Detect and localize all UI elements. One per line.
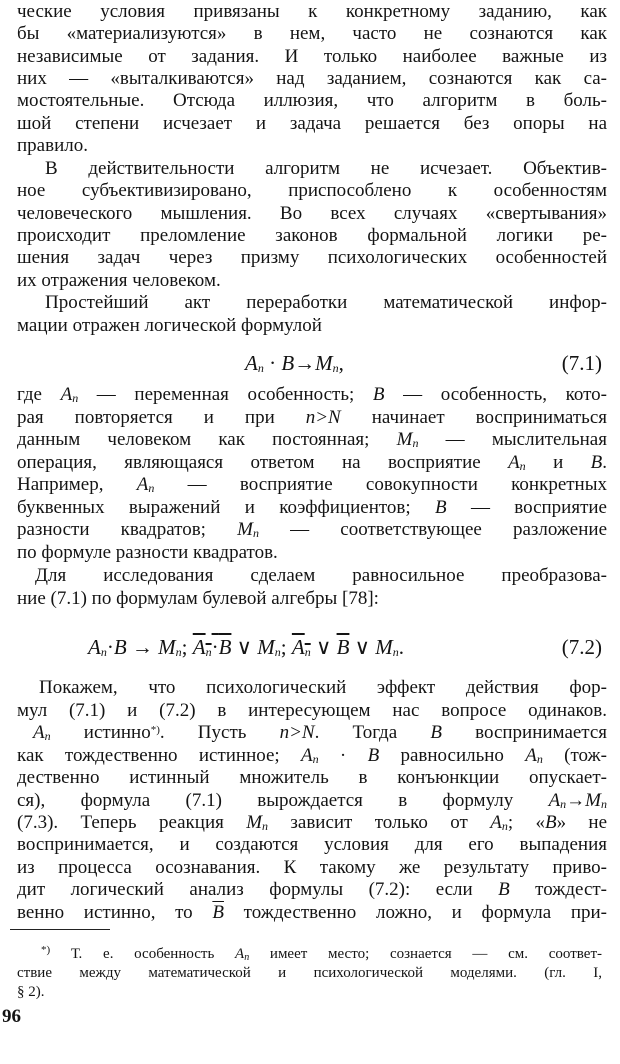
math-base: A [136, 474, 149, 495]
text-line [17, 91, 607, 111]
text-run: ся), формула (7.1) вырождается в формулу [17, 789, 549, 811]
text-run: ∨ [231, 635, 258, 659]
text-line [17, 271, 607, 291]
math-symbol [430, 722, 442, 743]
math-symbol [237, 519, 259, 540]
math-subscript: n [252, 526, 259, 540]
formula-expression [88, 635, 404, 659]
math-symbol [508, 452, 526, 473]
math-subscript: n [412, 436, 419, 450]
math-symbol [158, 635, 182, 659]
text-line [17, 475, 607, 495]
math-base: B [281, 351, 295, 375]
math-subscript: n [560, 796, 567, 811]
math-symbol [292, 635, 311, 659]
text-line [45, 293, 607, 313]
text-run: В действительности алгоритм не исчезает. Объектив- [45, 158, 607, 179]
math-subscript: n [304, 645, 311, 659]
math-symbol [61, 384, 79, 405]
text-run: зависит только от [268, 812, 491, 833]
math-symbol [219, 635, 232, 659]
text-run: § 2). [17, 984, 45, 1000]
text-run: ние (7.1) по формулам булевой алгебры [78]: [17, 588, 379, 609]
text-run: имеет место; сознается — см. соответ- [249, 946, 602, 962]
math-symbol [375, 635, 399, 659]
text-line [17, 835, 607, 855]
text-line [17, 385, 607, 405]
text-run: тождест- [509, 879, 608, 901]
text-line [17, 880, 607, 900]
text-run: — соответствующее разложение [258, 519, 608, 540]
math-base: M [237, 519, 253, 540]
text-run: (7.3). Теперь реакция [17, 812, 247, 833]
text-run: по формуле разности квадратов. [17, 541, 278, 563]
text-run: ; [280, 635, 292, 659]
text-run: человеческого мышления. Во всех случаях «свертывания» [17, 202, 607, 224]
text-run: → [294, 351, 316, 375]
text-run: Покажем, что психологический эффект действия фор- [39, 677, 607, 698]
text-line [33, 723, 607, 743]
math-symbol [585, 790, 607, 811]
text-run: буквенных выражений и коэффициентов; [17, 496, 435, 518]
text-run: тождественно ложно, и формула при- [223, 901, 607, 923]
text-line [17, 181, 607, 201]
text-line [17, 453, 607, 473]
math-symbol [545, 812, 557, 833]
text-run: Простейший акт переработки математической инфор- [45, 292, 607, 313]
text-run: них — «выталкиваются» над заданием, сознаются как са- [17, 67, 607, 89]
math-symbol [315, 351, 339, 375]
text-line [17, 114, 607, 134]
text-run: мации отражен логической формулой [17, 314, 322, 336]
text-line [17, 316, 607, 336]
math-base: M [396, 429, 413, 450]
text-line [17, 47, 607, 67]
math-base: A [235, 946, 245, 962]
text-line [17, 589, 607, 609]
footnote-line [17, 984, 602, 1001]
text-line [17, 858, 607, 878]
math-base: A [291, 635, 305, 659]
text-line [17, 520, 607, 540]
math-symbol [114, 635, 127, 659]
text-line [17, 248, 607, 268]
text-run: дит логический анализ формулы (7.2): если [17, 879, 499, 901]
math-symbol [212, 902, 224, 923]
math-base: M [375, 635, 393, 659]
text-line [17, 903, 607, 923]
math-symbol [591, 452, 603, 473]
text-run: Например, [17, 474, 137, 495]
text-line [17, 2, 607, 22]
math-base: n>N [305, 406, 341, 428]
text-run: истинно [50, 722, 151, 744]
text-run: ствие между математической и психологической моделями. (гл. I, [17, 965, 602, 981]
math-subscript: n [601, 796, 607, 811]
text-run: независимые от задания. И только наиболее важные из [17, 45, 607, 67]
math-symbol [257, 635, 281, 659]
math-base: B [435, 496, 447, 518]
math-symbol [525, 745, 543, 766]
footnote-marker: *) [41, 944, 51, 956]
text-line [17, 791, 607, 811]
text-run: дественно истинный множитель в конъюнкции опускает- [17, 767, 607, 789]
text-run: ∨ [349, 635, 376, 659]
math-symbol [435, 497, 447, 518]
text-run: и [525, 451, 591, 473]
text-run: — переменная особенность; [78, 384, 373, 405]
math-symbol [280, 722, 315, 743]
text-run: , [338, 351, 344, 375]
text-line [17, 543, 607, 563]
text-run: » не [556, 812, 608, 833]
math-symbol [306, 407, 341, 428]
text-run: · [211, 635, 219, 659]
math-base: A [525, 744, 537, 766]
text-line [17, 701, 607, 721]
formula-number: (7.2) [561, 635, 602, 659]
math-subscript: n [392, 645, 399, 659]
text-run: ное субъективизировано, приспособлено к особенностям [17, 180, 607, 202]
math-symbol [368, 745, 380, 766]
math-base: M [158, 635, 176, 659]
math-base: B [367, 744, 380, 766]
text-run: шения задач через призму психологических особенностей [17, 247, 607, 269]
math-subscript: n [312, 751, 319, 766]
text-run: . [398, 635, 405, 659]
math-base: n>N [279, 722, 315, 744]
text-run: ; « [507, 812, 545, 833]
math-symbol [281, 351, 294, 375]
text-line [17, 813, 607, 833]
text-run: → [126, 635, 159, 659]
text-run: происходит преломление законов формальной логики ре- [17, 224, 607, 246]
text-run: · [106, 635, 114, 659]
math-base: M [315, 351, 333, 375]
math-base: A [301, 744, 313, 766]
text-line [45, 159, 607, 179]
text-line [17, 746, 607, 766]
text-run: → [566, 789, 586, 811]
text-run: рая повторяется и при [17, 406, 306, 428]
math-subscript: n [257, 361, 264, 375]
math-base: B [544, 812, 557, 833]
text-run: бы «материализуются» в нем, часто не сознаются как [17, 23, 607, 45]
text-line [17, 24, 607, 44]
text-line [35, 566, 607, 586]
text-run: Для исследования сделаем равносильное преобразова- [35, 565, 607, 586]
math-symbol [193, 635, 212, 659]
math-symbol [33, 722, 51, 743]
footnote-divider [10, 929, 110, 930]
math-base: B [113, 635, 127, 659]
math-symbol [397, 429, 419, 450]
math-base: $\overline{B}$ [218, 635, 232, 659]
math-base: B [498, 879, 510, 901]
text-run: равносильно [379, 744, 526, 766]
math-base: A [245, 351, 258, 375]
text-run: начинает восприниматься [340, 406, 608, 428]
math-subscript: n [148, 481, 155, 495]
math-symbol [337, 635, 350, 659]
text-run: . Пусть [159, 722, 280, 744]
text-run: ; [181, 635, 193, 659]
text-line [17, 768, 607, 788]
text-run: венно истинно, то [17, 901, 213, 923]
formula-expression [245, 351, 344, 375]
text-run: мостоятельные. Отсюда иллюзия, что алгоритм в боль- [17, 90, 607, 112]
text-run: · [263, 351, 282, 375]
math-symbol [301, 745, 319, 766]
math-base: B [430, 722, 442, 744]
text-line [17, 136, 607, 156]
text-line [17, 498, 607, 518]
page-number: 96 [2, 1006, 21, 1027]
math-base: A [548, 789, 561, 811]
text-run: — восприятие совокупности конкретных [154, 474, 607, 495]
math-subscript: n [44, 729, 51, 744]
math-subscript: n [175, 645, 182, 659]
text-run: операция, являющаяся ответом на восприятие [17, 451, 509, 473]
text-run: мул (7.1) и (7.2) в интересующем нас вопросе одинаков. [17, 700, 607, 721]
math-base: A [192, 635, 206, 659]
text-run: — мыслительная [418, 429, 607, 450]
math-base: A [508, 451, 520, 473]
text-run: разности квадратов; [17, 519, 238, 540]
text-run: где [17, 384, 61, 405]
text-line [39, 678, 607, 698]
math-symbol [245, 351, 264, 375]
math-subscript: n [274, 645, 281, 659]
text-line [17, 204, 607, 224]
math-base: A [33, 722, 45, 744]
math-symbol [490, 812, 508, 833]
footnote-marker: *) [150, 724, 160, 737]
footnote-line [17, 965, 602, 982]
footnote-line [41, 946, 602, 963]
math-subscript: n [244, 952, 250, 963]
math-subscript: n [205, 645, 212, 659]
math-base: B [590, 451, 603, 473]
math-symbol [549, 790, 567, 811]
math-subscript: n [332, 361, 339, 375]
math-base: A [60, 384, 73, 405]
math-symbol [246, 812, 268, 833]
math-subscript: n [501, 819, 508, 833]
text-line [17, 430, 607, 450]
formula-number: (7.1) [561, 351, 602, 375]
math-subscript: n [519, 458, 526, 473]
text-run: ∨ [310, 635, 337, 659]
text-run: шой степени исчезает и задача решается без опоры на [17, 112, 607, 134]
math-base: M [246, 812, 263, 833]
text-line [17, 69, 607, 89]
text-run: воспринимается, и создаются условия для его выпадения [17, 834, 607, 856]
text-run: — восприятие [446, 496, 607, 518]
math-subscript: n [72, 391, 79, 405]
math-symbol [235, 946, 249, 962]
text-run: правило. [17, 134, 88, 156]
text-run: · [318, 744, 368, 766]
math-symbol [498, 879, 510, 900]
math-subscript: n [536, 751, 543, 766]
text-run: . Тогда [314, 722, 431, 744]
text-run: воспринимается [441, 722, 608, 744]
math-symbol [373, 384, 385, 405]
math-base: $\overline{B}$ [336, 635, 350, 659]
text-run: — особенность, кото- [384, 384, 608, 405]
math-base: $\overline{B}$ [212, 901, 224, 923]
math-subscript: n [100, 645, 107, 659]
text-run: их отражения человеком. [17, 269, 221, 291]
text-run: данным человеком как постоянная; [17, 429, 397, 450]
math-symbol [88, 635, 107, 659]
math-base: M [585, 789, 601, 811]
text-line [17, 226, 607, 246]
text-run: Т. е. особенность [50, 946, 236, 962]
math-base: A [88, 635, 101, 659]
text-run: . [602, 451, 607, 473]
math-subscript: n [262, 819, 269, 833]
text-run: из процесса осознавания. К такому же результату приво- [17, 856, 607, 878]
math-base: B [372, 384, 385, 405]
text-run: ческие условия привязаны к конкретному заданию, как [17, 1, 607, 22]
math-symbol [137, 474, 155, 495]
text-run: как тождественно истинное; [17, 744, 302, 766]
math-base: M [257, 635, 275, 659]
math-base: A [490, 812, 502, 833]
text-run: (тож- [542, 744, 608, 766]
text-line [17, 408, 607, 428]
